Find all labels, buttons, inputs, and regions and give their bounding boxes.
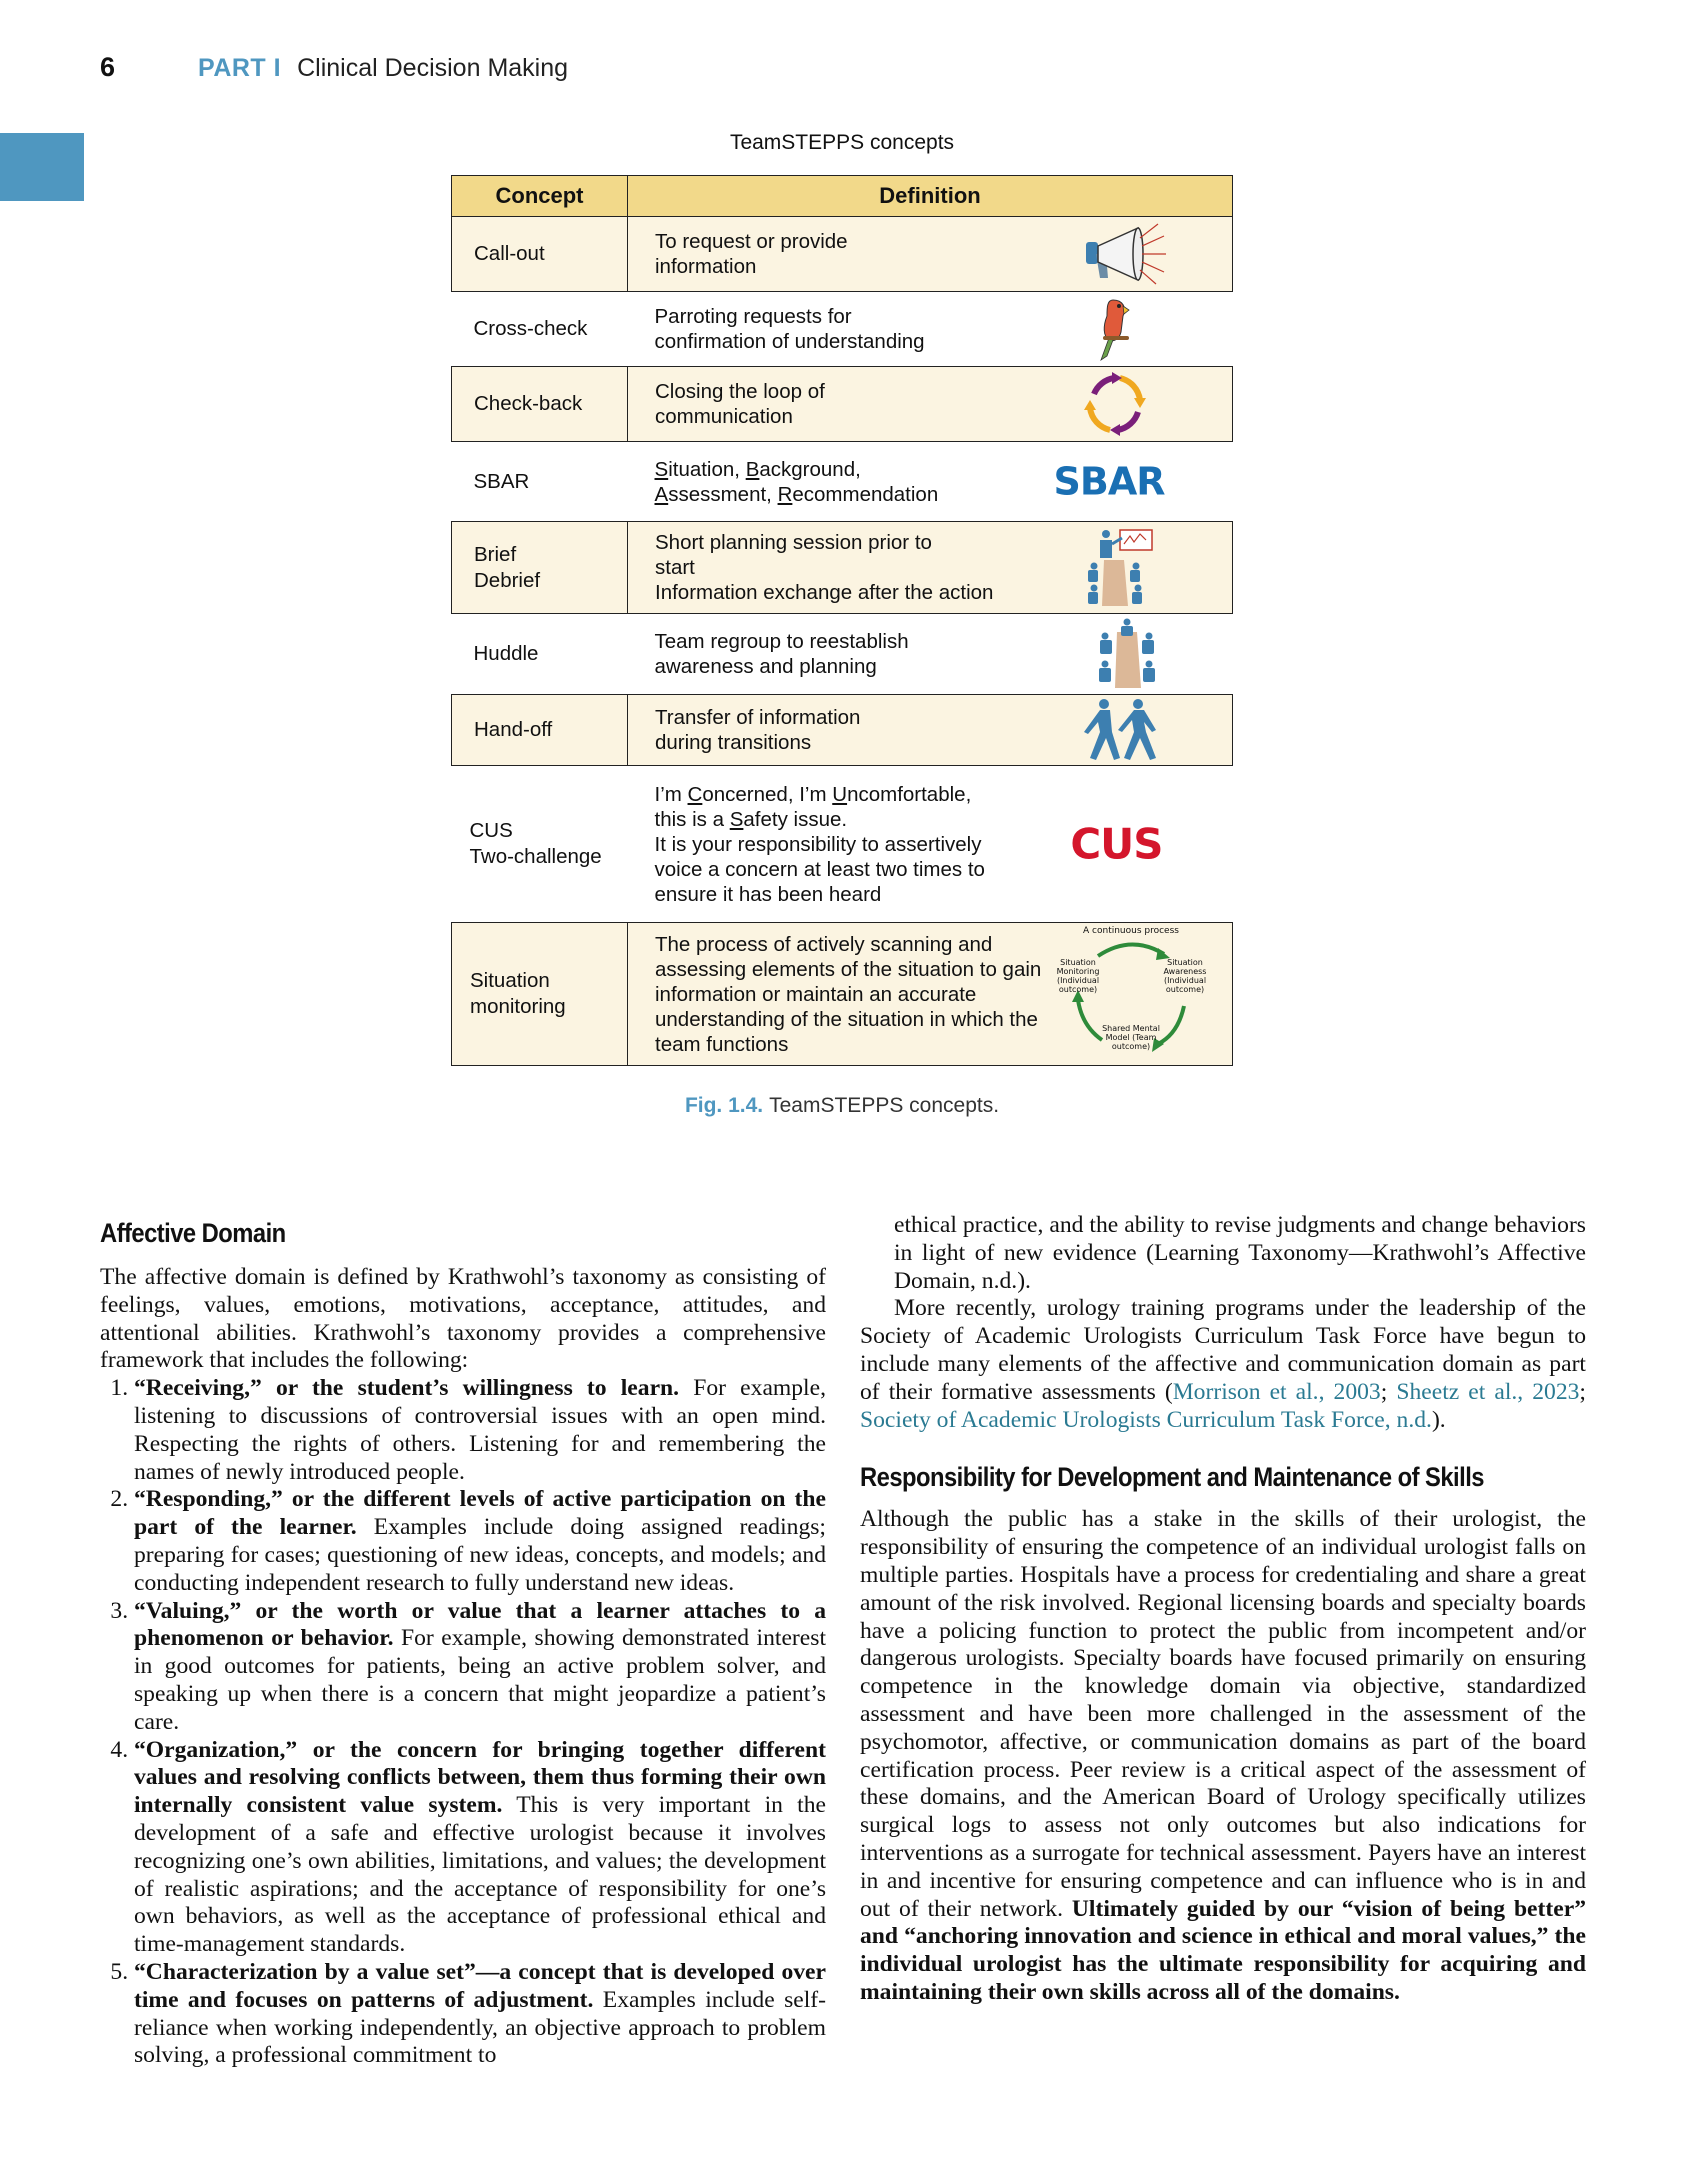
diagram-node-awareness: Situation Awareness (Individual outcome)	[1163, 958, 1207, 994]
concept-cell: Call-out	[452, 217, 628, 292]
paragraph: More recently, urology training programs under the leadership of the Society of Academic Urologists Curriculum Task Force have begun to include many elements of the affective and communication domain as part of their formative assessments (Morrison et al., 2003; Sheetz et al., 2023; Society of Academic Urologists Curriculum Task Force, n.d.).	[860, 1295, 1586, 1433]
concept-cell: Situation monitoring	[452, 923, 628, 1066]
part-title: Clinical Decision Making	[297, 54, 569, 82]
concept-cell: SBAR	[452, 442, 628, 522]
definition-cell	[628, 766, 1233, 923]
definition-text: Situation, Background, Assessment, Recommendation	[654, 457, 939, 506]
running-header	[198, 54, 568, 83]
concept-cell: Check-back	[452, 367, 628, 442]
section-heading-responsibility: Responsibility for Development and Maintenance of Skills	[860, 1462, 1484, 1493]
list-item: 3. “Valuing,” or the worth or value that a learner attaches to a phenomenon or behavior. For example, showing demonstrated interest in good outcomes for patients, being an active problem solver, and speaking up when there is a concern that might jeopardize a patient’s care.	[134, 1598, 826, 1737]
table-row	[452, 522, 1233, 614]
huddle-table-icon	[1097, 618, 1157, 690]
column-header-concept: Concept	[452, 176, 628, 217]
figure-label: Fig. 1.4.	[684, 1094, 764, 1117]
concept-cell: Brief Debrief	[452, 522, 628, 614]
walking-people-icon	[1082, 698, 1162, 762]
definition-cell	[628, 217, 1233, 292]
definition-cell	[628, 367, 1233, 442]
table-row	[452, 217, 1233, 292]
definition-cell	[628, 923, 1233, 1066]
table-row	[452, 442, 1233, 522]
citation-link[interactable]: Society of Academic Urologists Curriculum Task Force, n.d.	[860, 1406, 1432, 1433]
list-item: 4. “Organization,” or the concern for bringing together different values and resolving conflicts between, them thus forming their own internally consistent value system. This is very important in the development of a safe and effective urologist because it involves recognizing one’s own abilities, limitations, and values; the development of realistic aspirations; and the acceptance of responsibility for one’s own behaviors, as well as the acceptance of professional ethical and time-management standards.	[134, 1737, 826, 1959]
cycle-arrows-icon	[1080, 370, 1150, 438]
affective-levels-list	[100, 1375, 826, 2070]
definition-cell	[628, 522, 1233, 614]
citation-link[interactable]: Sheetz et al., 2023	[1396, 1378, 1580, 1405]
concept-cell: CUS Two-challenge	[452, 766, 628, 923]
definition-cell	[628, 614, 1233, 695]
definition-text: I’m Concerned, I’m Uncomfortable, this is a Safety issue. It is your responsibility to assertively voice a concern at least two times to ensure it has been heard	[654, 782, 985, 906]
paragraph: The affective domain is defined by Krathwohl’s taxonomy as consisting of feelings, values, emotions, motivations, acceptance, attitudes, and attentional abilities. Krathwohl’s taxonomy provides a comprehensive framework that includes the following:	[100, 1264, 826, 1374]
definition-text: Short planning session prior to start Information exchange after the action	[655, 531, 994, 604]
table-row	[452, 292, 1233, 367]
concept-cell: Cross-check	[452, 292, 628, 367]
continuous-process-diagram	[1046, 926, 1216, 1062]
definition-text: Transfer of information during transitions	[655, 706, 861, 754]
left-column	[100, 1216, 826, 2070]
right-column	[860, 1212, 1586, 2007]
page-number: 6	[100, 52, 116, 82]
parrot-icon	[1093, 296, 1133, 362]
definition-cell	[628, 442, 1233, 522]
definition-cell	[628, 695, 1233, 766]
table-row	[452, 367, 1233, 442]
diagram-node-shared-model: Shared Mental Model (Team outcome)	[1102, 1024, 1160, 1051]
diagram-node-monitoring: Situation Monitoring (Individual outcome)	[1056, 958, 1100, 994]
definition-text: The process of actively scanning and assessing elements of the situation to gain information or maintain an accurate understanding of the situation in which the team functions	[655, 932, 1042, 1056]
list-item: 1. “Receiving,” or the student’s willingness to learn. For example, listening to discussions of controversial issues with an open mind. Respecting the rights of others. Listening for and remembering the names of newly introduced people.	[134, 1375, 826, 1486]
section-heading-affective-domain: Affective Domain	[100, 1218, 286, 1248]
table-row	[452, 923, 1233, 1066]
table-row	[452, 614, 1233, 695]
chapter-tab-marker	[0, 133, 84, 201]
citation-link[interactable]: Morrison et al., 2003	[1172, 1378, 1381, 1405]
teamstepps-table	[451, 175, 1233, 1066]
table-row	[452, 766, 1233, 923]
diagram-title: A continuous process	[1083, 926, 1179, 936]
definition-text: Parroting requests for confirmation of understanding	[654, 305, 925, 353]
list-item-continuation: ethical practice, and the ability to revise judgments and change behaviors in light of new evidence (Learning Taxonomy—Krathwohl’s Affective Domain, n.d.).	[894, 1212, 1586, 1294]
list-item: 2. “Responding,” or the different levels of active participation on the part of the learner. Examples include doing assigned readings; preparing for cases; questioning of new ideas, concepts, and models; and conducting independent research to fully understand new ideas.	[134, 1486, 826, 1597]
part-label: PART I	[198, 54, 282, 82]
presentation-team-icon	[1084, 528, 1156, 608]
concept-cell: Hand-off	[452, 695, 628, 766]
definition-text: Closing the loop of communication	[655, 380, 825, 428]
cus-logo-icon: CUS	[1070, 819, 1163, 869]
definition-cell	[628, 292, 1233, 367]
paragraph: Although the public has a stake in the skills of their urologist, the responsibility of ensuring the competence of an individual urologist falls on multiple parties. Hospitals have a process for credentialing and share a great amount of the risk involved. Regional licensing boards and specialty boards have a policing function to protect the public from incompetent and/or dangerous urologists. Specialty boards have focused primarily on ensuring competence in the knowledge domain via objective, standardized assessment and have been more challenged in the assessment of the psychomotor, affective, or communication domains as part of the board certification process. Peer review is a critical aspect of the assessment of these domains, and the American Board of Urology specifically utilizes surgical logs to assess not only outcomes but also indications for interventions as a surrogate for technical assessment. Payers have an interest in and incentive for ensuring competence and can influence who is in and out of their network. Ultimately guided by our “vision of being better” and “anchoring innovation and science in ethical and moral values,” the individual urologist has the ultimate responsibility for acquiring and maintaining their own skills across all of the domains.	[860, 1506, 1586, 2005]
figure-caption-text: TeamSTEPPS concepts.	[769, 1094, 1000, 1117]
list-item: 5. “Characterization by a value set”—a concept that is developed over time and focuses on patterns of adjustment. Examples include self-reliance when working independently, an objective approach to problem solving, a professional commitment to	[134, 1959, 826, 2070]
figure-caption	[451, 1094, 1233, 1118]
definition-text: Team regroup to reestablish awareness and planning	[654, 630, 909, 678]
table-row	[452, 695, 1233, 766]
sbar-logo-icon: SBAR	[1053, 459, 1165, 503]
definition-text: To request or provide information	[655, 230, 848, 278]
megaphone-icon	[1080, 220, 1170, 288]
concept-cell: Huddle	[452, 614, 628, 695]
figure-title: TeamSTEPPS concepts	[729, 131, 955, 154]
column-header-definition: Definition	[628, 176, 1233, 217]
